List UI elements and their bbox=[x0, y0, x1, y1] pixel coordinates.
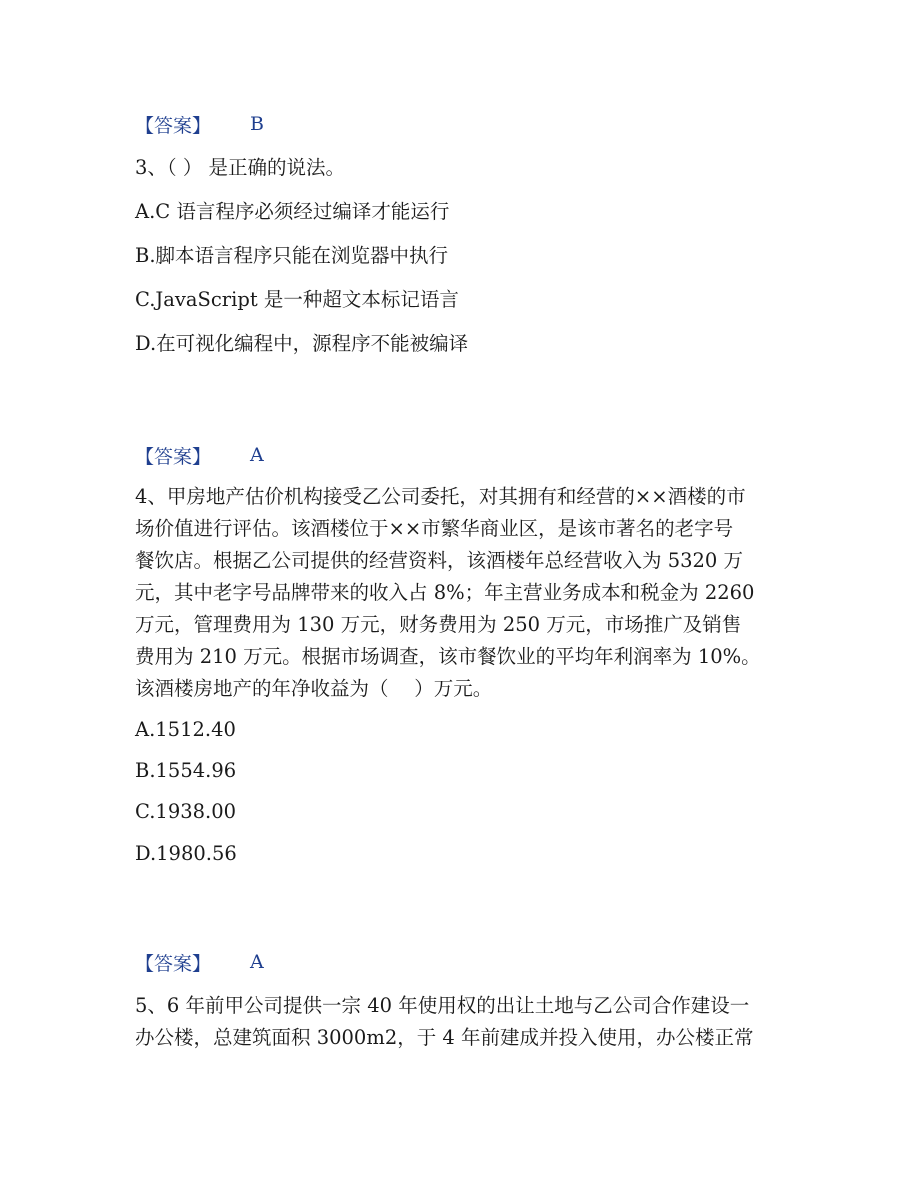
question-5-stem-line: 办公楼，总建筑面积 3000m2，于 4 年前建成并投入使用，办公楼正常 bbox=[135, 1026, 754, 1049]
question-4-option-a: A.1512.40 bbox=[135, 718, 236, 741]
question-4-stem-line: 万元，管理费用为 130 万元，财务费用为 250 万元，市场推广及销售 bbox=[135, 613, 742, 636]
question-3-option-c: C.JavaScript 是一种超文本标记语言 bbox=[135, 288, 459, 311]
answer-label: 【答案】 bbox=[135, 952, 212, 975]
question-4-stem-line: 4、甲房地产估价机构接受乙公司委托，对其拥有和经营的××酒楼的市 bbox=[135, 485, 746, 508]
question-3-option-a: A.C 语言程序必须经过编译才能运行 bbox=[135, 200, 450, 223]
question-4-option-b: B.1554.96 bbox=[135, 759, 237, 782]
answer-row-q3 bbox=[135, 441, 264, 469]
question-3-option-b: B.脚本语言程序只能在浏览器中执行 bbox=[135, 244, 449, 267]
answer-row-q2 bbox=[135, 110, 264, 138]
question-4-stem-line: 该酒楼房地产的年净收益为（ ）万元。 bbox=[135, 677, 493, 700]
question-4-option-d: D.1980.56 bbox=[135, 842, 237, 865]
answer-row-q4 bbox=[135, 948, 264, 976]
answer-value: B bbox=[250, 113, 264, 135]
question-4-stem-line: 餐饮店。根据乙公司提供的经营资料，该酒楼年总经营收入为 5320 万 bbox=[135, 549, 744, 572]
question-3-stem: 3、（ ） 是正确的说法。 bbox=[135, 156, 346, 179]
answer-label: 【答案】 bbox=[135, 445, 212, 468]
question-4-stem-line: 费用为 210 万元。根据市场调查，该市餐饮业的平均年利润率为 10%。 bbox=[135, 645, 761, 668]
answer-label: 【答案】 bbox=[135, 114, 212, 137]
answer-value: A bbox=[250, 444, 264, 466]
question-4-option-c: C.1938.00 bbox=[135, 800, 237, 823]
question-5-stem-line: 5、6 年前甲公司提供一宗 40 年使用权的出让土地与乙公司合作建设一 bbox=[135, 994, 750, 1017]
question-3-option-d: D.在可视化编程中，源程序不能被编译 bbox=[135, 332, 469, 355]
answer-value: A bbox=[250, 951, 264, 973]
question-4-stem-line: 元，其中老字号品牌带来的收入占 8%；年主营业务成本和税金为 2260 bbox=[135, 581, 755, 604]
question-4-stem-line: 场价值进行评估。该酒楼位于××市繁华商业区，是该市著名的老字号 bbox=[135, 517, 734, 540]
